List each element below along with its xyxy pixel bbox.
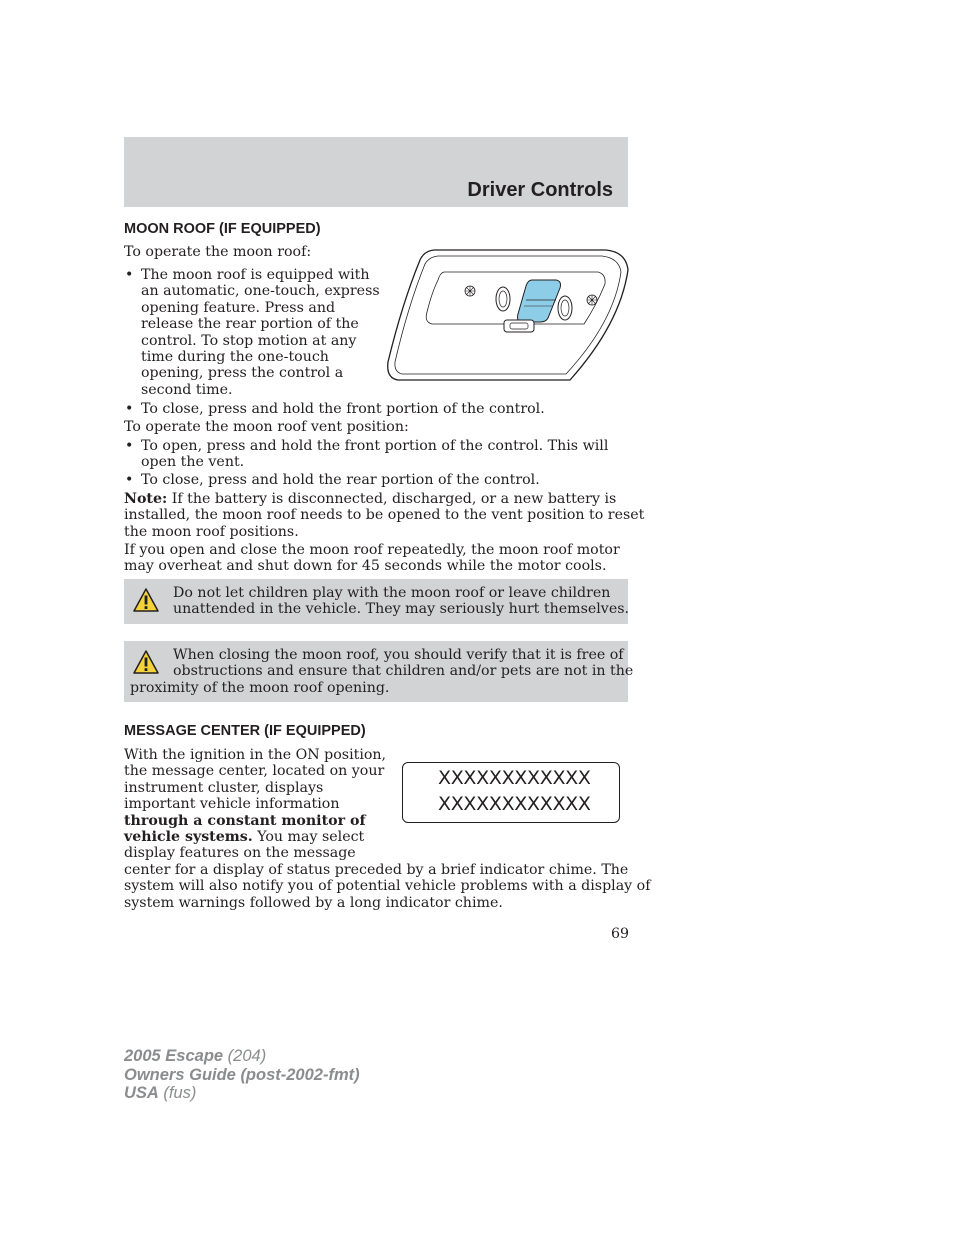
paragraph-line: display features on the message xyxy=(124,845,356,862)
paragraph-line: may overheat and shut down for 45 seconds while the motor cools. xyxy=(124,558,607,575)
warning-line: unattended in the vehicle. They may seriously hurt themselves. xyxy=(173,601,630,618)
bullet-text: To close, press and hold the front portion of the control. xyxy=(141,401,545,417)
display-line-1: XXXXXXXXXXXX xyxy=(438,767,591,789)
bullet-line: control. To stop motion at any xyxy=(141,332,357,349)
overheat-paragraph xyxy=(124,542,620,575)
paragraph-line: system will also notify you of potential vehicle problems with a display of xyxy=(124,878,651,895)
paragraph-line: system warnings followed by a long indicator chime. xyxy=(124,894,503,911)
bullet-line: open the vent. xyxy=(141,454,245,471)
bullet-line: To open, press and hold the front portion of the control. This will xyxy=(141,438,609,454)
footer-model: 2005 Escape xyxy=(124,1047,224,1065)
left-lamp-button xyxy=(496,287,510,311)
left-map-light-icon xyxy=(465,286,475,296)
message-center-display xyxy=(402,762,620,823)
storage-bin-latch xyxy=(504,320,534,332)
note-label: Note: xyxy=(124,491,168,507)
overhead-console-illustration xyxy=(384,244,632,386)
paragraph-line: important vehicle information xyxy=(124,796,340,813)
paragraph-line: You may select xyxy=(252,829,365,846)
note-line: If the battery is disconnected, discharged, or a new battery is xyxy=(167,491,617,507)
bullet-line: opening, press the control a xyxy=(141,365,344,382)
paragraph-line: instrument cluster, displays xyxy=(124,779,324,796)
bullet-dot: • xyxy=(125,401,134,417)
warning-line: When closing the moon roof, you should verify that it is free of xyxy=(173,647,624,663)
page-number: 69 xyxy=(611,926,630,942)
section-header-band xyxy=(124,137,628,207)
bullet-line: second time. xyxy=(141,381,233,398)
document-footer xyxy=(124,1047,360,1103)
section-title: Driver Controls xyxy=(467,179,613,201)
footer-region-code: (fus) xyxy=(158,1084,197,1102)
note-line: the moon roof positions. xyxy=(124,523,299,540)
bullet-dot: • xyxy=(125,438,134,454)
right-map-light-icon xyxy=(587,295,597,305)
bullet-dot: • xyxy=(125,472,134,488)
warning-box-children xyxy=(124,579,628,624)
paragraph-line: If you open and close the moon roof repeatedly, the moon roof motor xyxy=(124,542,620,558)
footer-guide: Owners Guide (post-2002-fmt) xyxy=(124,1065,360,1084)
bullet-line: an automatic, one-touch, express xyxy=(141,283,380,300)
warning-line: proximity of the moon roof opening. xyxy=(130,679,390,696)
note-line: installed, the moon roof needs to be opened to the vent position to reset xyxy=(124,507,645,524)
bold-text: vehicle systems. xyxy=(124,829,253,846)
bullet-text: To close, press and hold the rear portion of the control. xyxy=(141,472,540,488)
bold-text: through a constant monitor of xyxy=(124,812,366,829)
moon-roof-heading: MOON ROOF (IF EQUIPPED) xyxy=(124,221,321,237)
moon-roof-intro: To operate the moon roof: xyxy=(124,244,312,260)
message-center-heading: MESSAGE CENTER (IF EQUIPPED) xyxy=(124,723,366,739)
bullet-line: The moon roof is equipped with xyxy=(141,267,370,283)
warning-line: obstructions and ensure that children and/or pets are not in the xyxy=(173,663,634,680)
right-lamp-button xyxy=(558,296,572,320)
paragraph-line: center for a display of status preceded by a brief indicator chime. The xyxy=(124,861,629,878)
bullet-line: release the rear portion of the xyxy=(141,316,359,333)
paragraph-line: With the ignition in the ON position, xyxy=(124,747,387,763)
warning-line: Do not let children play with the moon roof or leave children xyxy=(173,585,611,601)
footer-code: (204) xyxy=(223,1047,267,1065)
vent-intro: To operate the moon roof vent position: xyxy=(124,419,409,435)
warning-box-closing xyxy=(124,641,634,702)
bullet-line: time during the one-touch xyxy=(141,349,329,366)
paragraph-line: the message center, located on your xyxy=(124,763,385,780)
battery-note xyxy=(124,491,644,540)
bullet-line: opening feature. Press and xyxy=(141,299,336,316)
bullet-dot: • xyxy=(125,267,134,283)
footer-region: USA xyxy=(124,1084,159,1102)
display-line-2: XXXXXXXXXXXX xyxy=(438,793,591,815)
